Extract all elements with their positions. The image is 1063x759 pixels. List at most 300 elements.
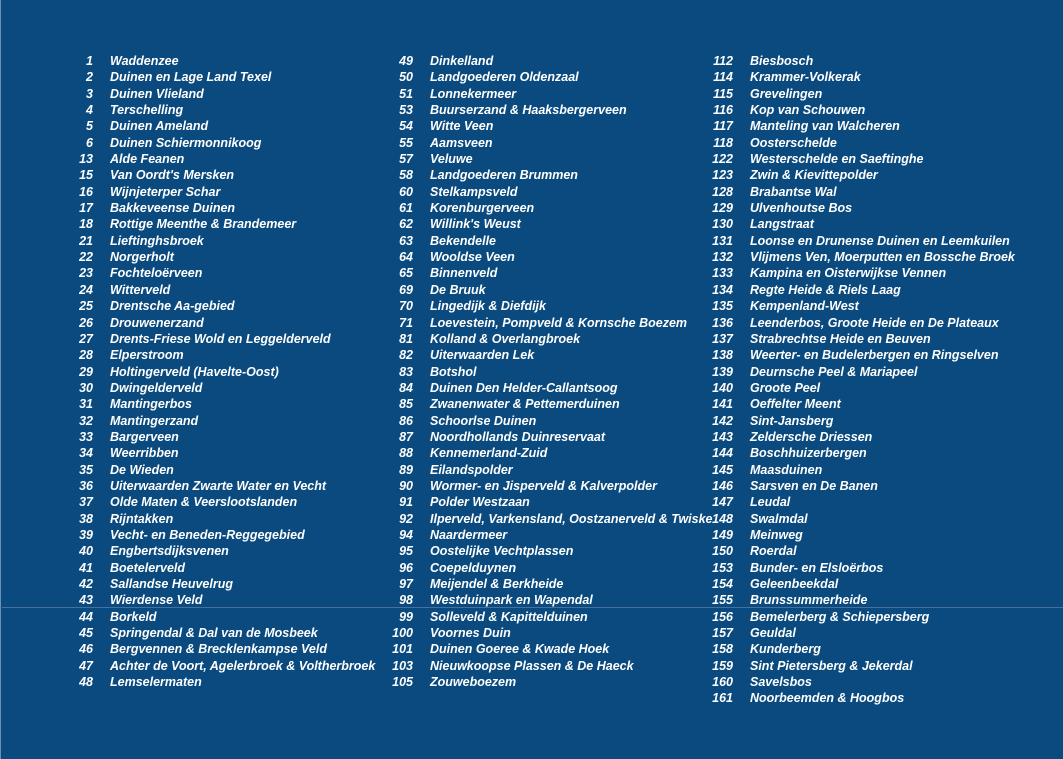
area-number: 123 bbox=[712, 168, 733, 183]
area-number: 50 bbox=[399, 70, 413, 85]
area-number: 84 bbox=[399, 380, 413, 395]
list-item bbox=[381, 641, 713, 657]
area-name: Geuldal bbox=[750, 626, 796, 641]
area-name: Mantingerbos bbox=[110, 397, 192, 412]
area-number: 82 bbox=[399, 348, 413, 363]
area-name: Kolland & Overlangbroek bbox=[430, 331, 581, 346]
area-number: 94 bbox=[399, 527, 413, 542]
area-number: 60 bbox=[399, 184, 413, 199]
list-item bbox=[61, 249, 375, 265]
area-number: 134 bbox=[712, 282, 733, 297]
area-name: Lonnekermeer bbox=[430, 86, 517, 101]
area-number: 45 bbox=[79, 626, 93, 641]
area-number: 129 bbox=[712, 201, 733, 216]
list-item bbox=[701, 478, 1015, 494]
list-item bbox=[381, 102, 713, 118]
list-item bbox=[61, 658, 375, 674]
list-item bbox=[701, 265, 1015, 281]
area-name: Springendal & Dal van de Mosbeek bbox=[110, 626, 318, 641]
area-name: Ilperveld, Varkensland, Oostzanerveld & Twiske bbox=[430, 511, 713, 526]
area-number: 63 bbox=[399, 233, 413, 248]
list-item bbox=[701, 233, 1015, 249]
area-name: Zouweboezem bbox=[430, 675, 517, 690]
area-name: Geleenbeekdal bbox=[750, 577, 839, 591]
area-number: 17 bbox=[79, 201, 93, 216]
area-number: 53 bbox=[399, 103, 413, 118]
area-name: Zwanenwater & Pettemerduinen bbox=[430, 397, 620, 412]
area-name: Duinen Schiermonnikoog bbox=[110, 135, 262, 150]
area-name: Strabrechtse Heide en Beuven bbox=[750, 331, 931, 346]
area-name: Kampina en Oisterwijkse Vennen bbox=[750, 266, 947, 281]
list-item bbox=[701, 331, 1015, 347]
area-number: 15 bbox=[79, 168, 93, 183]
list-item bbox=[701, 347, 1015, 363]
list-item bbox=[61, 674, 375, 690]
list-item bbox=[701, 511, 1015, 527]
list-item bbox=[61, 462, 375, 478]
area-name: Roerdal bbox=[750, 544, 797, 559]
area-number: 18 bbox=[79, 217, 93, 232]
list-item bbox=[61, 331, 375, 347]
area-number: 95 bbox=[399, 544, 413, 559]
list-item bbox=[701, 315, 1015, 331]
area-number: 69 bbox=[399, 282, 413, 297]
list-item bbox=[701, 445, 1015, 461]
area-number: 161 bbox=[712, 691, 733, 706]
area-name: Mantingerzand bbox=[110, 413, 199, 428]
list-item bbox=[701, 413, 1015, 429]
area-number: 92 bbox=[399, 511, 413, 526]
area-name: Krammer-Volkerak bbox=[750, 70, 861, 85]
list-item bbox=[61, 543, 375, 559]
area-name: Regte Heide & Riels Laag bbox=[750, 282, 901, 297]
list-item bbox=[381, 200, 713, 216]
horizontal-divider bbox=[2, 607, 1063, 608]
area-number: 103 bbox=[392, 658, 413, 673]
list-item bbox=[381, 53, 713, 69]
list-item bbox=[61, 200, 375, 216]
area-number: 90 bbox=[399, 478, 413, 493]
area-name: Uiterwaarden Lek bbox=[430, 348, 535, 363]
list-item bbox=[381, 265, 713, 281]
area-number: 62 bbox=[399, 217, 413, 232]
area-number: 131 bbox=[712, 233, 733, 248]
area-name: Elperstroom bbox=[110, 348, 184, 363]
list-item bbox=[701, 69, 1015, 85]
area-number: 157 bbox=[712, 626, 733, 641]
area-name: Bemelerberg & Schiepersberg bbox=[750, 609, 930, 624]
list-item bbox=[381, 233, 713, 249]
area-name: Rijntakken bbox=[110, 511, 174, 526]
list-item bbox=[701, 200, 1015, 216]
area-name: Naardermeer bbox=[430, 527, 508, 542]
area-number: 27 bbox=[79, 331, 93, 346]
area-number: 115 bbox=[713, 86, 733, 101]
area-number: 99 bbox=[399, 609, 413, 624]
area-name: Witterveld bbox=[110, 282, 171, 297]
area-name: Botshol bbox=[430, 364, 477, 379]
list-item bbox=[61, 282, 375, 298]
list-item bbox=[61, 69, 375, 85]
list-item bbox=[701, 543, 1015, 559]
area-name: Drentsche Aa-gebied bbox=[110, 299, 235, 314]
area-name: Stelkampsveld bbox=[430, 184, 518, 199]
area-number: 51 bbox=[399, 86, 413, 101]
list-item bbox=[381, 331, 713, 347]
area-number: 48 bbox=[79, 675, 93, 690]
area-number: 160 bbox=[712, 675, 733, 690]
area-name: Witte Veen bbox=[430, 119, 494, 134]
area-name: Sallandse Heuvelrug bbox=[110, 577, 233, 591]
list-item bbox=[701, 86, 1015, 102]
list-item bbox=[61, 511, 375, 527]
area-number: 31 bbox=[79, 397, 93, 412]
list-item bbox=[381, 396, 713, 412]
area-name: Duinen en Lage Land Texel bbox=[110, 70, 272, 85]
area-number: 105 bbox=[392, 675, 413, 690]
area-name: Manteling van Walcheren bbox=[750, 119, 900, 134]
area-name: Bekendelle bbox=[430, 233, 497, 248]
area-number: 13 bbox=[79, 152, 93, 167]
list-item bbox=[61, 478, 375, 494]
area-number: 30 bbox=[79, 380, 93, 395]
list-item bbox=[381, 380, 713, 396]
area-name: Wooldse Veen bbox=[430, 250, 515, 265]
list-item bbox=[381, 658, 713, 674]
area-number: 1 bbox=[86, 54, 93, 68]
area-name: Kennemerland-Zuid bbox=[430, 446, 548, 461]
area-number: 32 bbox=[79, 413, 93, 428]
list-item bbox=[381, 364, 713, 380]
list-item bbox=[701, 641, 1015, 657]
area-number: 136 bbox=[712, 315, 733, 330]
list-column-3 bbox=[701, 53, 1015, 707]
list-item bbox=[381, 347, 713, 363]
area-name: Lieftinghsbroek bbox=[110, 233, 204, 248]
list-item bbox=[61, 298, 375, 314]
area-number: 44 bbox=[79, 609, 93, 624]
area-name: Norgerholt bbox=[110, 250, 174, 265]
area-name: Kunderberg bbox=[750, 642, 821, 657]
list-item bbox=[61, 265, 375, 281]
list-item bbox=[701, 167, 1015, 183]
area-name: Kop van Schouwen bbox=[750, 103, 866, 118]
area-number: 117 bbox=[713, 119, 733, 134]
area-name: Nieuwkoopse Plassen & De Haeck bbox=[430, 658, 634, 673]
area-number: 85 bbox=[399, 397, 413, 412]
area-name: Meijendel & Berkheide bbox=[430, 577, 564, 591]
area-name: Wijnjeterper Schar bbox=[110, 184, 221, 199]
area-number: 55 bbox=[399, 135, 413, 150]
area-number: 42 bbox=[79, 577, 93, 591]
area-number: 46 bbox=[79, 642, 93, 657]
area-number: 5 bbox=[86, 119, 93, 134]
list-item bbox=[381, 478, 713, 494]
list-item bbox=[61, 364, 375, 380]
area-number: 2 bbox=[86, 70, 93, 85]
area-name: Duinen Goeree & Kwade Hoek bbox=[430, 642, 610, 657]
list-item bbox=[701, 396, 1015, 412]
area-number: 43 bbox=[79, 593, 93, 608]
area-name: Lingedijk & Diefdijk bbox=[430, 299, 546, 314]
area-name: Vlijmens Ven, Moerputten en Bossche Broek bbox=[750, 250, 1015, 265]
area-number: 58 bbox=[399, 168, 413, 183]
area-name: Coepelduynen bbox=[430, 560, 517, 575]
area-name: Oeffelter Meent bbox=[750, 397, 841, 412]
area-number: 128 bbox=[712, 184, 733, 199]
area-name: Noordhollands Duinreservaat bbox=[430, 429, 606, 444]
area-number: 96 bbox=[399, 560, 413, 575]
area-number: 39 bbox=[79, 527, 93, 542]
area-number: 21 bbox=[79, 233, 93, 248]
list-item bbox=[61, 641, 375, 657]
list-item bbox=[381, 69, 713, 85]
list-item bbox=[61, 445, 375, 461]
area-number: 83 bbox=[399, 364, 413, 379]
area-name: Eilandspolder bbox=[430, 462, 513, 477]
area-name: De Bruuk bbox=[430, 282, 486, 297]
list-item bbox=[381, 560, 713, 576]
area-number: 16 bbox=[79, 184, 93, 199]
area-name: Boetelerveld bbox=[110, 560, 186, 575]
area-number: 24 bbox=[79, 282, 93, 297]
list-item bbox=[61, 151, 375, 167]
area-number: 81 bbox=[399, 331, 413, 346]
list-item bbox=[701, 462, 1015, 478]
area-number: 159 bbox=[712, 658, 733, 673]
list-item bbox=[381, 282, 713, 298]
list-item bbox=[381, 135, 713, 151]
list-item bbox=[61, 380, 375, 396]
area-name: Oosterschelde bbox=[750, 135, 837, 150]
list-item bbox=[381, 184, 713, 200]
area-name: Landgoederen Brummen bbox=[430, 168, 578, 183]
area-number: 97 bbox=[399, 577, 413, 591]
area-number: 37 bbox=[79, 495, 93, 510]
area-name: Lemselermaten bbox=[110, 675, 202, 690]
area-number: 156 bbox=[712, 609, 733, 624]
area-number: 49 bbox=[399, 54, 413, 68]
area-number: 148 bbox=[712, 511, 733, 526]
list-item bbox=[61, 494, 375, 510]
list-item bbox=[381, 151, 713, 167]
area-number: 41 bbox=[79, 560, 93, 575]
area-name: Groote Peel bbox=[750, 380, 821, 395]
area-number: 100 bbox=[392, 626, 413, 641]
list-item bbox=[381, 429, 713, 445]
area-number: 140 bbox=[712, 380, 733, 395]
area-number: 26 bbox=[79, 315, 93, 330]
area-name: Willink's Weust bbox=[430, 217, 521, 232]
list-item bbox=[381, 494, 713, 510]
area-name: Holtingerveld (Havelte-Oost) bbox=[110, 364, 279, 379]
area-number: 91 bbox=[399, 495, 413, 510]
area-number: 3 bbox=[86, 86, 93, 101]
area-number: 65 bbox=[399, 266, 413, 281]
area-name: Swalmdal bbox=[750, 511, 808, 526]
list-item bbox=[381, 625, 713, 641]
area-name: Weerribben bbox=[110, 446, 179, 461]
area-name: Terschelling bbox=[110, 103, 184, 118]
area-number: 33 bbox=[79, 429, 93, 444]
area-name: Sint Pietersberg & Jekerdal bbox=[750, 658, 913, 673]
area-number: 143 bbox=[712, 429, 733, 444]
area-number: 144 bbox=[712, 446, 733, 461]
list-item bbox=[61, 118, 375, 134]
area-number: 141 bbox=[712, 397, 733, 412]
list-item bbox=[381, 609, 713, 625]
area-name: Aamsveen bbox=[430, 135, 493, 150]
area-number: 135 bbox=[712, 299, 733, 314]
list-item bbox=[61, 135, 375, 151]
area-name: Buurserzand & Haaksbergerveen bbox=[430, 103, 627, 118]
area-number: 116 bbox=[713, 103, 733, 118]
area-number: 147 bbox=[712, 495, 733, 510]
list-item bbox=[61, 625, 375, 641]
list-item bbox=[61, 233, 375, 249]
area-name: Zeldersche Driessen bbox=[750, 429, 873, 444]
area-number: 154 bbox=[712, 577, 733, 591]
area-name: Oostelijke Vechtplassen bbox=[430, 544, 574, 559]
area-name: Duinen Den Helder-Callantsoog bbox=[430, 380, 618, 395]
area-number: 25 bbox=[79, 299, 93, 314]
area-number: 146 bbox=[712, 478, 733, 493]
list-item bbox=[61, 576, 375, 592]
area-number: 34 bbox=[79, 446, 93, 461]
list-item bbox=[701, 527, 1015, 543]
list-item bbox=[381, 315, 713, 331]
area-number: 71 bbox=[399, 315, 413, 330]
area-number: 98 bbox=[399, 593, 413, 608]
area-number: 118 bbox=[713, 135, 733, 150]
area-number: 6 bbox=[86, 135, 93, 150]
list-item bbox=[61, 86, 375, 102]
area-name: Achter de Voort, Agelerbroek & Voltherbroek bbox=[110, 658, 376, 673]
area-name: Brunssummerheide bbox=[750, 593, 868, 608]
list-item bbox=[61, 315, 375, 331]
area-name: Loevestein, Pompveld & Kornsche Boezem bbox=[430, 315, 688, 330]
list-item bbox=[701, 53, 1015, 69]
list-item bbox=[701, 429, 1015, 445]
area-name: Loonse en Drunense Duinen en Leemkuilen bbox=[750, 233, 1010, 248]
list-item bbox=[701, 674, 1015, 690]
area-name: Olde Maten & Veerslootslanden bbox=[110, 495, 298, 510]
list-item bbox=[381, 249, 713, 265]
list-item bbox=[61, 396, 375, 412]
area-name: Dinkelland bbox=[430, 54, 494, 68]
area-number: 35 bbox=[79, 462, 93, 477]
list-item bbox=[701, 151, 1015, 167]
list-item bbox=[61, 167, 375, 183]
area-number: 132 bbox=[712, 250, 733, 265]
area-name: Uiterwaarden Zwarte Water en Vecht bbox=[110, 478, 327, 493]
area-name: Alde Feanen bbox=[110, 152, 185, 167]
area-number: 142 bbox=[712, 413, 733, 428]
area-name: Voornes Duin bbox=[430, 626, 511, 641]
area-number: 145 bbox=[712, 462, 733, 477]
area-name: Veluwe bbox=[430, 152, 473, 167]
area-name: Waddenzee bbox=[110, 54, 179, 68]
list-item bbox=[701, 609, 1015, 625]
list-item bbox=[381, 413, 713, 429]
list-item bbox=[701, 690, 1015, 706]
area-number: 138 bbox=[712, 348, 733, 363]
list-item bbox=[61, 216, 375, 232]
area-number: 130 bbox=[712, 217, 733, 232]
area-name: Borkeld bbox=[110, 609, 157, 624]
area-number: 4 bbox=[86, 103, 93, 118]
list-item bbox=[701, 560, 1015, 576]
area-number: 139 bbox=[712, 364, 733, 379]
list-item bbox=[701, 282, 1015, 298]
list-item bbox=[701, 364, 1015, 380]
area-number: 23 bbox=[79, 266, 93, 281]
area-number: 64 bbox=[399, 250, 413, 265]
area-number: 57 bbox=[399, 152, 413, 167]
list-column-1 bbox=[61, 53, 375, 690]
area-name: Brabantse Wal bbox=[750, 184, 837, 199]
area-name: Leenderbos, Groote Heide en De Plateaux bbox=[750, 315, 999, 330]
list-item bbox=[381, 298, 713, 314]
area-name: Westduinpark en Wapendal bbox=[430, 593, 593, 608]
area-name: Dwingelderveld bbox=[110, 380, 203, 395]
area-name: Leudal bbox=[750, 495, 791, 510]
list-item bbox=[701, 135, 1015, 151]
area-name: Bergvennen & Brecklenkampse Veld bbox=[110, 642, 327, 657]
area-name: Korenburgerveen bbox=[430, 201, 535, 216]
area-number: 114 bbox=[713, 70, 733, 85]
list-item bbox=[381, 86, 713, 102]
area-name: Solleveld & Kapittelduinen bbox=[430, 609, 588, 624]
area-number: 29 bbox=[79, 364, 93, 379]
list-item bbox=[701, 249, 1015, 265]
area-number: 89 bbox=[399, 462, 413, 477]
area-name: Binnenveld bbox=[430, 266, 498, 281]
list-item bbox=[381, 576, 713, 592]
area-name: Duinen Vlieland bbox=[110, 86, 204, 101]
area-number: 158 bbox=[712, 642, 733, 657]
area-name: Fochteloërveen bbox=[110, 266, 203, 281]
area-name: Wierdense Veld bbox=[110, 593, 203, 608]
list-item bbox=[61, 429, 375, 445]
area-name: Duinen Ameland bbox=[110, 119, 209, 134]
area-name: Grevelingen bbox=[750, 86, 823, 101]
list-item bbox=[701, 576, 1015, 592]
area-number: 28 bbox=[79, 348, 93, 363]
area-name: Rottige Meenthe & Brandemeer bbox=[110, 217, 297, 232]
area-number: 149 bbox=[712, 527, 733, 542]
area-name: De Wieden bbox=[110, 462, 174, 477]
area-name: Kempenland-West bbox=[750, 299, 859, 314]
area-number: 112 bbox=[713, 54, 733, 68]
area-number: 61 bbox=[399, 201, 413, 216]
area-name: Drouwenerzand bbox=[110, 315, 204, 330]
area-name: Vecht- en Beneden-Reggegebied bbox=[110, 527, 305, 542]
area-number: 101 bbox=[392, 642, 413, 657]
area-number: 40 bbox=[79, 544, 93, 559]
area-name: Polder Westzaan bbox=[430, 495, 530, 510]
list-item bbox=[381, 118, 713, 134]
list-item bbox=[61, 53, 375, 69]
list-item bbox=[381, 462, 713, 478]
list-item bbox=[381, 674, 713, 690]
area-name: Sint-Jansberg bbox=[750, 413, 834, 428]
area-number: 87 bbox=[399, 429, 413, 444]
area-number: 155 bbox=[712, 593, 733, 608]
area-number: 47 bbox=[79, 658, 93, 673]
area-name: Deurnsche Peel & Mariapeel bbox=[750, 364, 918, 379]
list-item bbox=[701, 298, 1015, 314]
